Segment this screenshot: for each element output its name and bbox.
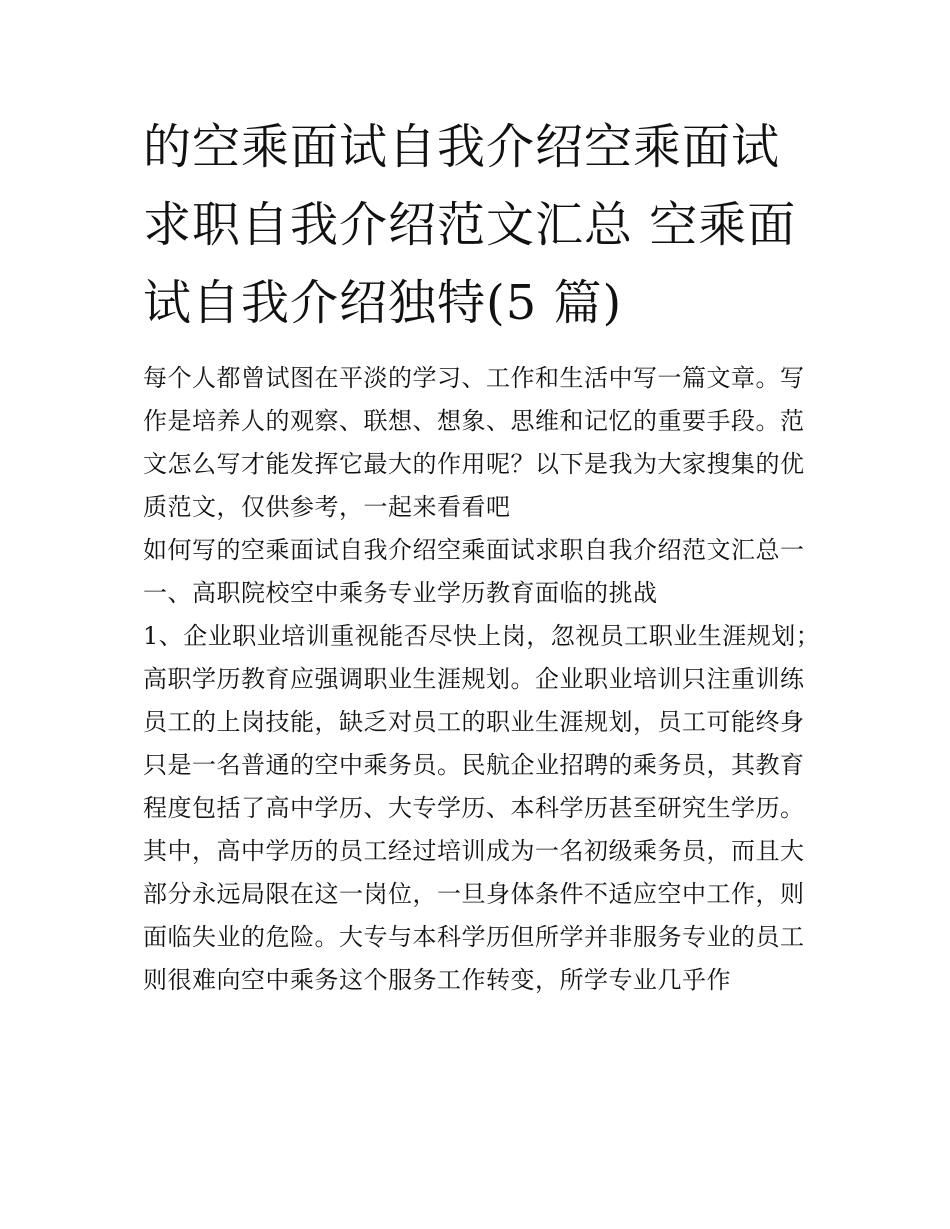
point-1-paragraph: 1、企业职业培训重视能否尽快上岗，忽视员工职业生涯规划；高职学历教育应强调职业生涯规划。企业职业培训只注重训练员工的上岗技能，缺乏对员工的职业生涯规划，员工可能终身只是一名普通的空中乘务员。民航企业招聘的乘务员，其教育程度包括了高中学历、大专学历、本科学历甚至研究生学历。其中，高中学历的员工经过培训成为一名初级乘务员，而且大部分永远局限在这一岗位，一旦身体条件不适应空中工作，则面临失业的危险。大专与本科学历但所学并非服务专业的员工则很难向空中乘务这个服务工作转变，所学专业几乎作	[143, 622, 821, 994]
section-heading: 如何写的空乘面试自我介绍空乘面试求职自我介绍范文汇总一	[143, 536, 805, 564]
intro-paragraph: 每个人都曾试图在平淡的学习、工作和生活中写一篇文章。写作是培养人的观察、联想、想象、思维和记忆的重要手段。范文怎么写才能发挥它最大的作用呢？以下是我为大家搜集的优质范文，仅供参考，一起来看看吧	[143, 364, 805, 521]
document-title: 的空乘面试自我介绍空乘面试求职自我介绍范文汇总 空乘面试自我介绍独特(5 篇)	[143, 119, 797, 331]
document-body	[143, 357, 823, 1002]
sub-heading: 一、高职院校空中乘务专业学历教育面临的挑战	[143, 579, 658, 607]
